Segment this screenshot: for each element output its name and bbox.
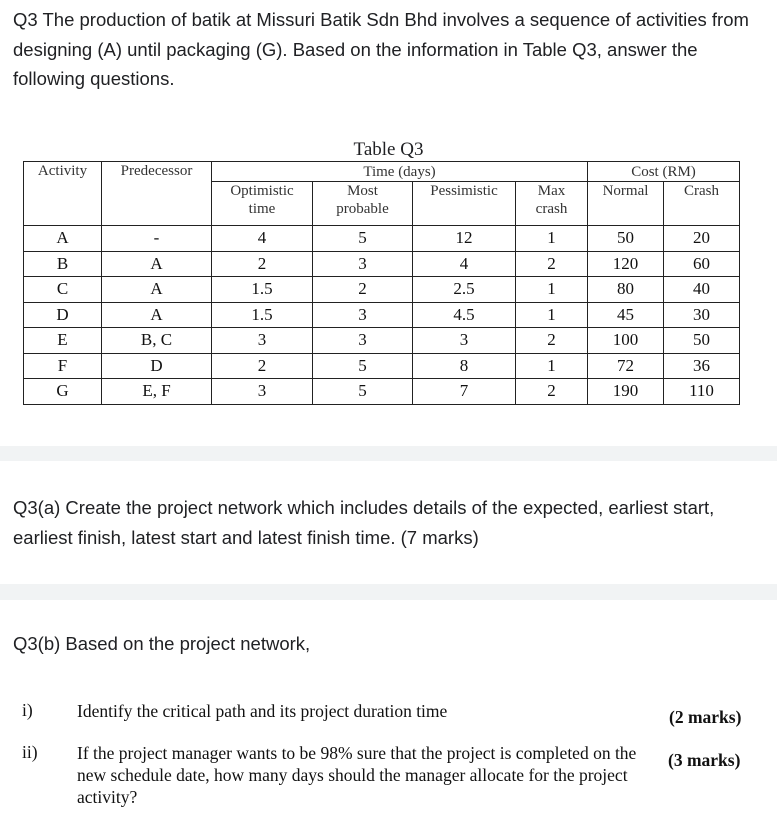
cell: 5 — [313, 353, 413, 379]
cell: D — [24, 302, 102, 328]
cell: 3 — [212, 328, 313, 354]
cell: 1.5 — [212, 277, 313, 303]
cell: 45 — [588, 302, 664, 328]
cell: 1 — [516, 302, 588, 328]
cell: 4.5 — [413, 302, 516, 328]
header-pessimistic: Pessimistic — [413, 182, 516, 226]
cell: 120 — [588, 251, 664, 277]
cell: B, C — [102, 328, 212, 354]
header-normal: Normal — [588, 182, 664, 226]
question-3b-intro: Q3(b) Based on the project network, — [13, 633, 311, 654]
cell: 100 — [588, 328, 664, 354]
cell: 2 — [516, 328, 588, 354]
question-3a-text: Q3(a) Create the project network which includes details of the expected, earliest start, earliest finish, latest start and latest finish time. (7 marks) — [13, 497, 715, 548]
header-predecessor: Predecessor — [102, 162, 212, 226]
cell: 1 — [516, 353, 588, 379]
cell: 2 — [516, 251, 588, 277]
header-optimistic: Optimistic time — [212, 182, 313, 226]
cell: 72 — [588, 353, 664, 379]
cell: 3 — [313, 251, 413, 277]
cell: G — [24, 379, 102, 405]
cell: 1 — [516, 277, 588, 303]
cell: D — [102, 353, 212, 379]
cell: A — [24, 226, 102, 252]
item-text: If the project manager wants to be 98% sure that the project is completed on the new schedule date, how many days should the manager allocate for the project activity? — [77, 743, 637, 807]
cell: A — [102, 277, 212, 303]
section-divider — [0, 584, 777, 600]
cell: F — [24, 353, 102, 379]
cell: 5 — [313, 379, 413, 405]
cell: E — [24, 328, 102, 354]
cell: 2 — [212, 251, 313, 277]
table-row — [24, 353, 740, 379]
cell: A — [102, 251, 212, 277]
item-number: ii) — [22, 742, 38, 762]
cell: 5 — [313, 226, 413, 252]
section-divider — [0, 446, 777, 461]
cell: 2 — [516, 379, 588, 405]
cell: 8 — [413, 353, 516, 379]
header-max-crash: Max crash — [516, 182, 588, 226]
header-most-probable: Most probable — [313, 182, 413, 226]
cell: 3 — [313, 328, 413, 354]
cell: 20 — [664, 226, 740, 252]
cell: C — [24, 277, 102, 303]
cell: 4 — [413, 251, 516, 277]
table-row — [24, 251, 740, 277]
cell: 36 — [664, 353, 740, 379]
cell: 50 — [588, 226, 664, 252]
data-table — [23, 161, 740, 405]
question-3a — [13, 493, 753, 553]
header-time-group: Time (days) — [212, 162, 588, 182]
table-row — [24, 328, 740, 354]
table-row — [24, 226, 740, 252]
cell: 12 — [413, 226, 516, 252]
cell: 50 — [664, 328, 740, 354]
header-cost-group: Cost (RM) — [588, 162, 740, 182]
cell: 4 — [212, 226, 313, 252]
cell: 7 — [413, 379, 516, 405]
table-row — [24, 277, 740, 303]
cell: - — [102, 226, 212, 252]
cell: A — [102, 302, 212, 328]
item-text: Identify the critical path and its project duration time — [77, 701, 448, 721]
cell: 1.5 — [212, 302, 313, 328]
cell: B — [24, 251, 102, 277]
table-row — [24, 379, 740, 405]
cell: 110 — [664, 379, 740, 405]
cell: 2 — [212, 353, 313, 379]
cell: 60 — [664, 251, 740, 277]
cell: 3 — [413, 328, 516, 354]
header-crash: Crash — [664, 182, 740, 226]
cell: 80 — [588, 277, 664, 303]
item-number: i) — [22, 700, 33, 720]
header-activity: Activity — [24, 162, 102, 226]
cell: 190 — [588, 379, 664, 405]
table-caption: Table Q3 — [353, 139, 424, 160]
item-marks: (2 marks) — [669, 707, 742, 727]
cell: 40 — [664, 277, 740, 303]
cell: 3 — [212, 379, 313, 405]
cell: 30 — [664, 302, 740, 328]
cell: 1 — [516, 226, 588, 252]
question-intro: Q3 The production of batik at Missuri Batik Sdn Bhd involves a sequence of activities from designing (A) until packaging (G). Based on the information in Table Q3, answer the following questions. — [13, 9, 749, 89]
cell: 2 — [313, 277, 413, 303]
table-row — [24, 302, 740, 328]
cell: 3 — [313, 302, 413, 328]
cell: 2.5 — [413, 277, 516, 303]
cell: E, F — [102, 379, 212, 405]
item-marks: (3 marks) — [668, 750, 741, 770]
